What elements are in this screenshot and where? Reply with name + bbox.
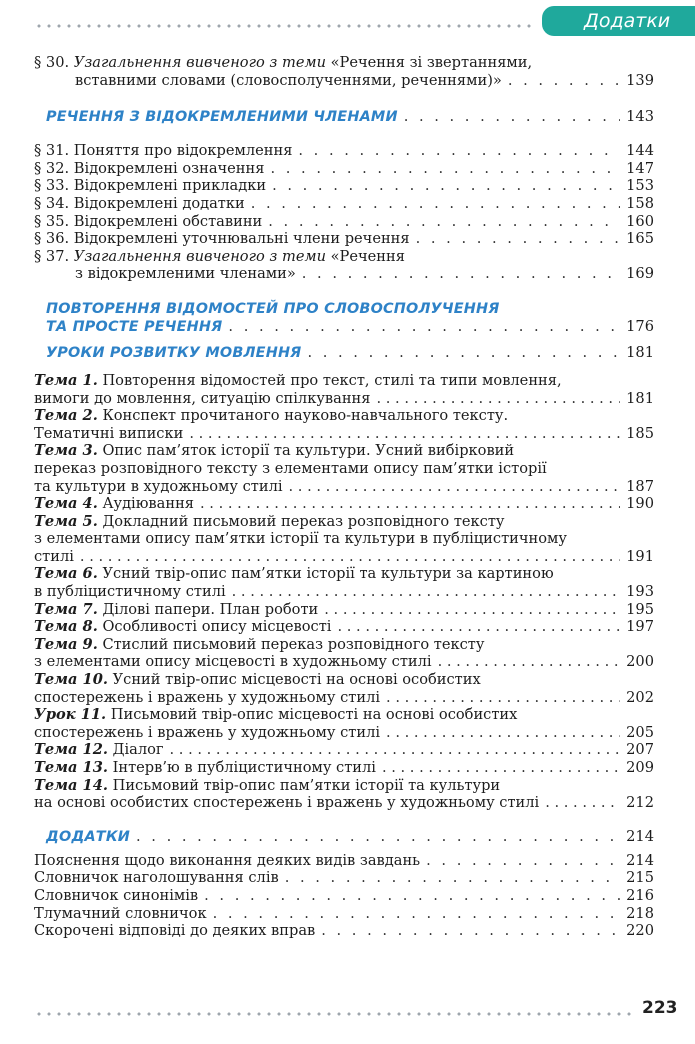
- entry-title: Пояснення щодо виконання деяких видів завдань: [34, 851, 421, 869]
- dot-leader: [324, 601, 620, 619]
- toc-entry-36[interactable]: [34, 230, 654, 248]
- page-number: 223: [642, 998, 678, 1018]
- topic-text: Усний твір-опис пам’ятки історії та культури за картиною: [102, 565, 554, 583]
- topic-text: Опис пам’яток історії та культури. Усний вибірковий: [102, 442, 515, 460]
- dot-leader: [302, 265, 620, 283]
- heading-label-cont: ТА ПРОСТЕ РЕЧЕННЯ: [46, 318, 223, 335]
- dot-leader: [386, 724, 620, 742]
- toc-entry-34[interactable]: [34, 195, 654, 213]
- topic-text: в публіцистичному стилі: [34, 583, 226, 601]
- dot-leader: [232, 583, 620, 601]
- topic-text: спостережень і вражень у художньому стилі: [34, 688, 381, 706]
- toc-heading-appendix[interactable]: [34, 828, 654, 846]
- entry-number: § 31.: [34, 142, 70, 160]
- toc-topic-entry[interactable]: [34, 513, 654, 566]
- entry-title: Відокремлені додатки: [73, 194, 245, 212]
- dot-leader: [228, 318, 620, 336]
- topic-label: Тема 1.: [34, 371, 98, 389]
- toc-topic-entry[interactable]: [34, 636, 654, 671]
- entry-page: 209: [626, 759, 654, 776]
- entry-page: 165: [626, 230, 654, 248]
- dot-leader: [270, 160, 620, 178]
- entry-number: § 32.: [34, 159, 70, 177]
- entry-page: 220: [626, 922, 654, 940]
- topic-label: Тема 2.: [34, 407, 98, 425]
- entry-title: «Речення: [330, 247, 405, 265]
- toc-entry-32[interactable]: [34, 160, 654, 178]
- topic-label: Тема 5.: [34, 512, 98, 530]
- toc-heading-speech-lessons[interactable]: [34, 344, 654, 362]
- heading-label: ПОВТОРЕННЯ ВІДОМОСТЕЙ ПРО СЛОВОСПОЛУЧЕННЯ: [46, 300, 500, 317]
- dot-leader: [438, 653, 620, 671]
- topic-text: Інтерв’ю в публіцистичному стилі: [112, 759, 376, 776]
- entry-number: § 37.: [34, 247, 70, 265]
- dot-leader: [251, 195, 620, 213]
- top-dotted-rule: [34, 24, 536, 28]
- topic-text: Діалог: [112, 741, 164, 759]
- entry-page: 169: [626, 265, 654, 283]
- entry-page: 147: [626, 159, 654, 177]
- toc-topic-entry[interactable]: [34, 601, 654, 619]
- entry-page: 187: [626, 477, 654, 495]
- toc-entry-37[interactable]: [34, 248, 654, 283]
- entry-page: 216: [626, 886, 654, 904]
- toc-entry-33[interactable]: [34, 177, 654, 195]
- entry-page: 207: [626, 741, 654, 759]
- entry-title: «Речення зі звертаннями,: [330, 54, 533, 71]
- entry-page: 202: [626, 688, 654, 706]
- entry-number: § 30.: [34, 54, 70, 71]
- entry-title: Словничок наголошування слів: [34, 869, 279, 887]
- toc-appendix-entry[interactable]: [34, 887, 654, 905]
- dot-leader: [376, 390, 620, 408]
- bottom-dotted-rule: [34, 1012, 636, 1016]
- dot-leader: [268, 213, 620, 231]
- entry-page: 181: [626, 389, 654, 407]
- entry-page: 153: [626, 177, 654, 195]
- toc-list-separated: [34, 142, 654, 283]
- dot-leader: [416, 230, 620, 248]
- entry-title: Відокремлені означення: [73, 159, 265, 177]
- topic-label: Тема 6.: [34, 565, 98, 583]
- entry-title: Відокремлені уточнювальні члени речення: [73, 230, 410, 248]
- toc-list-topics: [34, 372, 654, 812]
- entry-page: 176: [626, 317, 654, 335]
- toc-entry-35[interactable]: [34, 213, 654, 231]
- entry-page: 139: [626, 71, 654, 89]
- toc-topic-entry[interactable]: [34, 565, 654, 600]
- topic-text: на основі особистих спостережень і вражень у художньому стилі: [34, 794, 540, 812]
- entry-page: 158: [626, 194, 654, 212]
- entry-page: 205: [626, 723, 654, 741]
- topic-text: Письмовий твір-опис пам’ятки історії та культури: [112, 776, 501, 794]
- topic-text: переказ розповідного тексту з елементами опису пам’ятки історії: [34, 459, 547, 477]
- dot-leader: [170, 741, 620, 759]
- entry-number: § 33.: [34, 177, 70, 195]
- dot-leader: [426, 852, 620, 870]
- entry-title-italic: Узагальнення вивченого з теми: [73, 247, 326, 265]
- topic-text: стилі: [34, 547, 74, 565]
- topic-text: спостережень і вражень у художньому стилі: [34, 723, 381, 741]
- table-of-contents: [34, 52, 654, 940]
- topic-text: Усний твір-опис місцевості на основі особистих: [112, 671, 481, 689]
- toc-topic-entry[interactable]: [34, 618, 654, 636]
- topic-text: Ділові папери. План роботи: [102, 600, 319, 618]
- entry-title: Тлумачний словничок: [34, 904, 207, 922]
- entry-title: Відокремлені прикладки: [73, 177, 267, 195]
- dot-leader: [404, 108, 620, 126]
- topic-label: Тема 3.: [34, 442, 98, 460]
- dot-leader: [298, 142, 620, 160]
- toc-appendix-entry[interactable]: [34, 852, 654, 870]
- toc-topic-entry[interactable]: [34, 495, 654, 513]
- topic-text: Докладний письмовий переказ розповідного тексту: [102, 512, 505, 530]
- entry-page: 191: [626, 547, 654, 565]
- entry-page: 215: [626, 869, 654, 887]
- dot-leader: [189, 425, 620, 443]
- topic-text: з елементами опису пам’ятки історії та культури в публіцистичному: [34, 530, 567, 548]
- topic-label: Тема 9.: [34, 635, 98, 653]
- entry-page: 193: [626, 583, 654, 601]
- topic-label: Тема 8.: [34, 618, 98, 636]
- heading-label: ДОДАТКИ: [46, 828, 131, 845]
- entry-title-cont: вставними словами (словосполученнями, реченнями)»: [75, 71, 502, 89]
- dot-leader: [272, 177, 620, 195]
- topic-label: Тема 12.: [34, 741, 108, 759]
- heading-label: УРОКИ РОЗВИТКУ МОВЛЕННЯ: [46, 344, 302, 361]
- toc-topic-entry[interactable]: [34, 442, 654, 495]
- toc-topic-entry[interactable]: [34, 759, 654, 777]
- entry-page: 190: [626, 495, 654, 513]
- topic-text: вимоги до мовлення, ситуацію спілкування: [34, 389, 371, 407]
- toc-list-appendix: [34, 852, 654, 940]
- entry-page: 212: [626, 794, 654, 812]
- topic-label: Тема 7.: [34, 600, 98, 618]
- entry-page: 218: [626, 904, 654, 922]
- toc-topic-entry[interactable]: [34, 372, 654, 407]
- dot-leader: [213, 905, 620, 923]
- toc-appendix-entry[interactable]: [34, 922, 654, 940]
- dot-leader: [508, 72, 620, 90]
- dot-leader: [386, 689, 620, 707]
- entry-page: 195: [626, 600, 654, 618]
- dot-leader: [200, 495, 620, 513]
- topic-text: Особливості опису місцевості: [102, 618, 332, 636]
- entry-page: 214: [626, 827, 654, 845]
- entry-page: 143: [626, 108, 654, 126]
- toc-topic-entry[interactable]: [34, 741, 654, 759]
- topic-text: Стислий письмовий переказ розповідного тексту: [102, 635, 485, 653]
- toc-heading-separated-members[interactable]: [34, 108, 654, 126]
- entry-title: Словничок синонімів: [34, 886, 199, 904]
- toc-heading-review[interactable]: [34, 300, 654, 336]
- toc-topic-entry[interactable]: [34, 671, 654, 706]
- topic-text: Тематичні виписки: [34, 424, 184, 442]
- entry-title: Поняття про відокремлення: [73, 142, 293, 160]
- topic-text: Конспект прочитаного науково-навчального тексту.: [102, 407, 509, 425]
- topic-label: Урок 11.: [34, 706, 107, 724]
- dot-leader: [307, 344, 620, 362]
- section-tab-label: Додатки: [584, 10, 671, 32]
- topic-text: Письмовий твір-опис місцевості на основі особистих: [110, 706, 518, 724]
- entry-page: 160: [626, 212, 654, 230]
- dot-leader: [337, 618, 620, 636]
- topic-label: Тема 13.: [34, 759, 108, 776]
- dot-leader: [136, 828, 620, 846]
- topic-text: Аудіювання: [102, 495, 195, 513]
- entry-page: 214: [626, 851, 654, 869]
- entry-title-italic: Узагальнення вивченого з теми: [73, 54, 326, 71]
- entry-title: Скорочені відповіді до деяких вправ: [34, 922, 316, 940]
- entry-page: 197: [626, 618, 654, 636]
- entry-page: 181: [626, 343, 654, 361]
- dot-leader: [545, 794, 620, 812]
- heading-label: РЕЧЕННЯ З ВІДОКРЕМЛЕНИМИ ЧЛЕНАМИ: [46, 109, 398, 126]
- toc-topic-entry[interactable]: [34, 706, 654, 741]
- entry-number: § 35.: [34, 212, 70, 230]
- toc-topic-entry[interactable]: [34, 407, 654, 442]
- topic-label: Тема 10.: [34, 671, 108, 689]
- topic-text: Повторення відомостей про текст, стилі та типи мовлення,: [102, 371, 562, 389]
- entry-title-cont: з відокремленими членами»: [75, 265, 296, 283]
- entry-page: 144: [626, 142, 654, 160]
- dot-leader: [382, 759, 620, 777]
- topic-text: з елементами опису місцевості в художньому стилі: [34, 653, 432, 671]
- section-tab: [542, 6, 695, 36]
- entry-title: Відокремлені обставини: [73, 212, 263, 230]
- dot-leader: [80, 548, 620, 566]
- toc-appendix-entry[interactable]: [34, 905, 654, 923]
- entry-number: § 34.: [34, 194, 70, 212]
- toc-entry-31[interactable]: [34, 142, 654, 160]
- topic-label: Тема 4.: [34, 495, 98, 513]
- dot-leader: [321, 922, 620, 940]
- dot-leader: [285, 869, 620, 887]
- dot-leader: [204, 887, 620, 905]
- toc-entry-30[interactable]: [34, 54, 654, 89]
- topic-text: та культури в художньому стилі: [34, 477, 283, 495]
- entry-page: 200: [626, 653, 654, 671]
- entry-number: § 36.: [34, 230, 70, 248]
- toc-appendix-entry[interactable]: [34, 869, 654, 887]
- toc-topic-entry[interactable]: [34, 777, 654, 812]
- entry-page: 185: [626, 424, 654, 442]
- topic-label: Тема 14.: [34, 776, 108, 794]
- dot-leader: [289, 478, 620, 496]
